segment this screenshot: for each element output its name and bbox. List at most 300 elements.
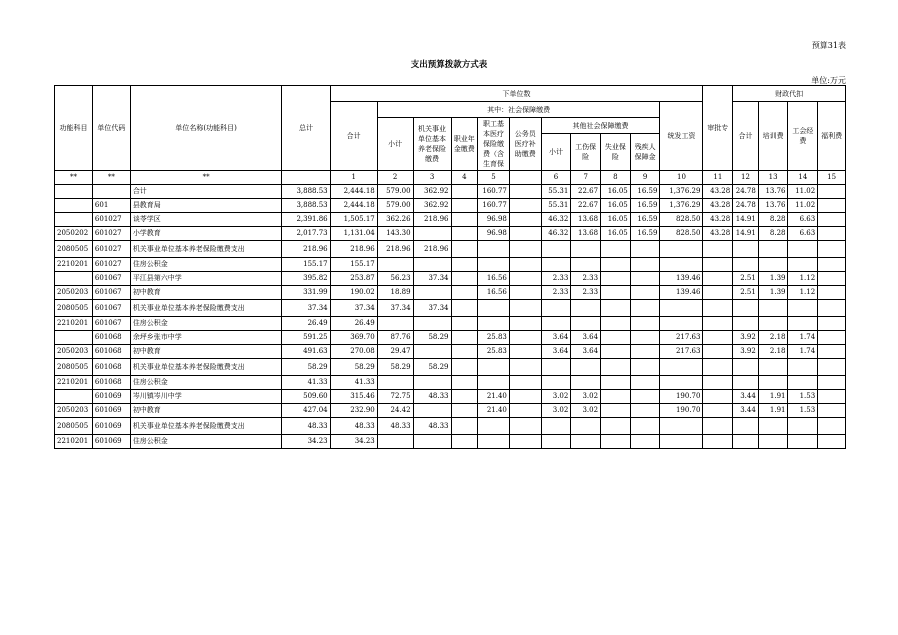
table-cell	[541, 435, 571, 449]
table-cell	[451, 185, 478, 199]
table-cell: 3.92	[733, 331, 759, 345]
table-cell	[541, 418, 571, 435]
table-cell: 58.29	[282, 359, 330, 376]
index-cell: 4	[451, 171, 478, 185]
table-cell	[703, 258, 733, 272]
table-cell: 1,505.17	[330, 213, 377, 227]
table-cell: 16.05	[601, 227, 631, 241]
table-cell	[571, 376, 601, 390]
table-cell	[377, 317, 413, 331]
index-cell: 2	[377, 171, 413, 185]
table-cell: 270.08	[330, 345, 377, 359]
table-cell	[509, 258, 541, 272]
table-cell	[601, 359, 631, 376]
table-cell	[478, 435, 510, 449]
table-cell: 1.53	[788, 390, 818, 404]
table-cell	[630, 404, 660, 418]
table-cell: 21.40	[478, 404, 510, 418]
table-cell	[509, 435, 541, 449]
header-subtotal: 合计	[330, 102, 377, 171]
table-cell	[818, 317, 846, 331]
table-cell	[451, 272, 478, 286]
table-cell	[818, 286, 846, 300]
header-union: 工会经费	[788, 102, 818, 171]
table-cell: 362.26	[377, 213, 413, 227]
index-cell: 14	[788, 171, 818, 185]
table-cell	[733, 241, 759, 258]
table-cell: 2,391.86	[282, 213, 330, 227]
table-cell: 2,444.18	[330, 199, 377, 213]
table-cell: 217.63	[660, 345, 703, 359]
table-cell: 41.33	[330, 376, 377, 390]
table-cell	[758, 241, 788, 258]
table-cell: 601067	[92, 317, 130, 331]
table-cell	[509, 376, 541, 390]
table-cell	[509, 404, 541, 418]
table-cell	[758, 317, 788, 331]
table-cell	[818, 227, 846, 241]
table-cell: 828.50	[660, 213, 703, 227]
table-row	[55, 390, 846, 404]
table-cell	[660, 359, 703, 376]
table-body	[55, 185, 846, 449]
table-cell	[478, 359, 510, 376]
table-cell	[660, 241, 703, 258]
table-cell: 2080505	[55, 300, 93, 317]
table-cell	[818, 390, 846, 404]
table-cell: 住房公积金	[130, 258, 282, 272]
table-cell	[703, 272, 733, 286]
table-cell: 13.76	[758, 185, 788, 199]
table-cell: 29.47	[377, 345, 413, 359]
table-cell	[788, 241, 818, 258]
index-cell: 12	[733, 171, 759, 185]
table-cell	[703, 345, 733, 359]
table-cell	[630, 331, 660, 345]
header-unit-code: 单位代码	[92, 86, 130, 171]
table-cell: 16.59	[630, 199, 660, 213]
table-cell	[703, 286, 733, 300]
table-cell	[788, 317, 818, 331]
header-lower-units: 下单位数	[330, 86, 703, 102]
table-cell	[601, 418, 631, 435]
table-cell: 18.89	[377, 286, 413, 300]
table-cell	[451, 258, 478, 272]
table-cell	[818, 241, 846, 258]
table-row	[55, 317, 846, 331]
table-cell	[818, 185, 846, 199]
table-cell	[377, 376, 413, 390]
table-cell	[451, 286, 478, 300]
table-cell	[818, 331, 846, 345]
header-unemployment: 失业保险	[601, 134, 631, 171]
table-cell	[55, 185, 93, 199]
table-cell	[758, 300, 788, 317]
table-cell	[733, 376, 759, 390]
table-cell: 16.05	[601, 199, 631, 213]
table-cell: 601	[92, 199, 130, 213]
table-cell	[758, 435, 788, 449]
table-cell: 25.83	[478, 331, 510, 345]
table-cell: 48.33	[330, 418, 377, 435]
header-ss-subtotal: 小计	[377, 118, 413, 171]
table-row	[55, 286, 846, 300]
table-cell: 48.33	[377, 418, 413, 435]
table-cell	[758, 376, 788, 390]
table-cell	[571, 435, 601, 449]
table-cell	[660, 300, 703, 317]
index-cell	[282, 171, 330, 185]
table-cell: 2210201	[55, 435, 93, 449]
table-cell: 1.74	[788, 331, 818, 345]
table-cell: 155.17	[330, 258, 377, 272]
table-cell	[509, 390, 541, 404]
index-cell: 3	[413, 171, 451, 185]
table-cell: 1.91	[758, 390, 788, 404]
table-cell: 37.34	[282, 300, 330, 317]
table-header	[55, 86, 846, 171]
table-cell: 427.04	[282, 404, 330, 418]
table-cell: 601068	[92, 359, 130, 376]
table-cell: 601069	[92, 390, 130, 404]
table-cell: 谈苓学区	[130, 213, 282, 227]
header-func-code: 功能科目	[55, 86, 93, 171]
table-cell: 3.64	[541, 345, 571, 359]
table-cell: 机关事业单位基本养老保险缴费支出	[130, 300, 282, 317]
table-cell: 37.34	[330, 300, 377, 317]
table-row	[55, 199, 846, 213]
table-cell	[509, 213, 541, 227]
table-cell: 2,017.73	[282, 227, 330, 241]
table-cell: 601068	[92, 345, 130, 359]
table-cell	[630, 272, 660, 286]
table-cell	[630, 258, 660, 272]
table-cell	[703, 241, 733, 258]
table-cell	[451, 300, 478, 317]
table-cell	[413, 258, 451, 272]
table-cell: 218.96	[377, 241, 413, 258]
table-cell: 2080505	[55, 418, 93, 435]
table-cell	[818, 300, 846, 317]
table-cell	[788, 258, 818, 272]
table-cell: 37.34	[377, 300, 413, 317]
table-cell: 合计	[130, 185, 282, 199]
table-cell: 2.33	[571, 286, 601, 300]
table-cell	[630, 317, 660, 331]
table-cell: 491.63	[282, 345, 330, 359]
table-cell: 3.44	[733, 404, 759, 418]
table-cell: 160.77	[478, 185, 510, 199]
table-cell	[733, 435, 759, 449]
table-cell: 828.50	[660, 227, 703, 241]
table-cell: 3.02	[571, 390, 601, 404]
table-cell: 6.63	[788, 213, 818, 227]
table-cell: 34.23	[330, 435, 377, 449]
table-cell: 3.64	[541, 331, 571, 345]
table-cell	[788, 435, 818, 449]
table-cell	[451, 331, 478, 345]
table-cell: 初中教育	[130, 345, 282, 359]
column-index-row	[55, 171, 846, 185]
table-cell	[703, 404, 733, 418]
table-cell: 43.28	[703, 213, 733, 227]
table-cell	[478, 258, 510, 272]
table-cell	[818, 376, 846, 390]
table-cell: 21.40	[478, 390, 510, 404]
table-cell: 16.56	[478, 286, 510, 300]
table-row	[55, 185, 846, 199]
table-cell: 218.96	[413, 241, 451, 258]
table-cell	[509, 227, 541, 241]
table-cell	[413, 317, 451, 331]
table-cell: 2.33	[541, 286, 571, 300]
table-row	[55, 404, 846, 418]
table-cell: 11.02	[788, 185, 818, 199]
header-salary: 统发工资	[660, 102, 703, 171]
table-cell	[541, 317, 571, 331]
table-cell	[703, 390, 733, 404]
table-cell	[818, 199, 846, 213]
table-cell: 601027	[92, 258, 130, 272]
table-cell	[541, 258, 571, 272]
table-cell: 395.82	[282, 272, 330, 286]
index-cell: 15	[818, 171, 846, 185]
table-cell: 1.12	[788, 286, 818, 300]
table-cell: 6.63	[788, 227, 818, 241]
table-cell: 58.29	[413, 359, 451, 376]
table-cell: 253.87	[330, 272, 377, 286]
table-cell: 362.92	[413, 199, 451, 213]
table-cell	[630, 376, 660, 390]
table-cell	[601, 435, 631, 449]
table-cell	[601, 345, 631, 359]
table-cell	[413, 227, 451, 241]
table-cell	[630, 418, 660, 435]
table-cell	[509, 199, 541, 213]
table-cell	[660, 435, 703, 449]
table-cell	[571, 317, 601, 331]
table-row	[55, 435, 846, 449]
table-cell	[758, 258, 788, 272]
budget-table	[54, 85, 846, 449]
table-cell: 2050202	[55, 227, 93, 241]
table-cell	[660, 258, 703, 272]
table-cell	[758, 418, 788, 435]
table-cell: 217.63	[660, 331, 703, 345]
table-cell	[478, 418, 510, 435]
table-cell	[733, 300, 759, 317]
table-cell: 2050203	[55, 404, 93, 418]
table-cell: 3,888.53	[282, 199, 330, 213]
index-cell: 7	[571, 171, 601, 185]
table-cell	[733, 359, 759, 376]
table-cell: 601067	[92, 286, 130, 300]
table-cell	[413, 435, 451, 449]
table-cell	[451, 435, 478, 449]
table-row	[55, 258, 846, 272]
table-cell	[55, 199, 93, 213]
table-cell: 601067	[92, 272, 130, 286]
unit-label: 单位:万元	[811, 76, 846, 85]
table-cell	[413, 404, 451, 418]
table-cell: 160.77	[478, 199, 510, 213]
table-cell: 14.91	[733, 213, 759, 227]
table-cell: 37.34	[413, 272, 451, 286]
table-cell: 22.67	[571, 199, 601, 213]
header-disabled: 残疾人保障金	[630, 134, 660, 171]
table-cell: 26.49	[330, 317, 377, 331]
index-cell: 6	[541, 171, 571, 185]
table-cell	[571, 300, 601, 317]
table-cell	[818, 359, 846, 376]
table-cell: 机关事业单位基本养老保险缴费支出	[130, 241, 282, 258]
table-cell: 139.46	[660, 272, 703, 286]
table-cell: 43.28	[703, 185, 733, 199]
table-cell: 1.74	[788, 345, 818, 359]
header-pension: 机关事业单位基本养老保险缴费	[413, 118, 451, 171]
table-cell: 601069	[92, 418, 130, 435]
table-cell: 1.91	[758, 404, 788, 418]
table-cell: 2050203	[55, 345, 93, 359]
table-cell	[541, 241, 571, 258]
table-cell: 16.59	[630, 185, 660, 199]
table-cell: 58.29	[330, 359, 377, 376]
table-cell: 190.70	[660, 390, 703, 404]
table-cell	[571, 258, 601, 272]
table-cell	[601, 390, 631, 404]
table-cell	[413, 286, 451, 300]
table-cell	[541, 300, 571, 317]
table-cell	[630, 345, 660, 359]
table-row	[55, 345, 846, 359]
table-row	[55, 300, 846, 317]
table-cell: 96.98	[478, 213, 510, 227]
table-cell: 2210201	[55, 376, 93, 390]
table-cell: 8.28	[758, 213, 788, 227]
header-fiscal-total: 合计	[733, 102, 759, 171]
table-cell: 平江县第六中学	[130, 272, 282, 286]
table-cell: 3.44	[733, 390, 759, 404]
table-row	[55, 213, 846, 227]
table-cell: 小学教育	[130, 227, 282, 241]
table-cell: 58.29	[377, 359, 413, 376]
table-cell	[601, 300, 631, 317]
table-cell: 3.02	[541, 390, 571, 404]
table-cell: 2210201	[55, 317, 93, 331]
table-cell: 218.96	[330, 241, 377, 258]
table-cell: 46.32	[541, 213, 571, 227]
table-cell: 579.00	[377, 185, 413, 199]
table-cell	[478, 300, 510, 317]
table-cell: 3.02	[541, 404, 571, 418]
index-cell	[509, 171, 541, 185]
table-cell: 601068	[92, 376, 130, 390]
table-cell	[601, 241, 631, 258]
table-cell: 315.46	[330, 390, 377, 404]
table-cell	[451, 404, 478, 418]
table-cell: 331.99	[282, 286, 330, 300]
table-cell: 190.02	[330, 286, 377, 300]
table-cell	[451, 227, 478, 241]
table-cell	[377, 435, 413, 449]
table-cell	[601, 317, 631, 331]
table-cell	[788, 418, 818, 435]
table-cell: 8.28	[758, 227, 788, 241]
header-medical: 职工基本医疗保险缴费（含生育保	[478, 118, 510, 171]
table-cell	[788, 376, 818, 390]
table-cell: 11.02	[788, 199, 818, 213]
table-cell	[451, 390, 478, 404]
header-other-ss: 其他社会保障缴费	[541, 118, 660, 134]
table-cell	[703, 376, 733, 390]
table-cell	[630, 241, 660, 258]
table-cell: 2.33	[541, 272, 571, 286]
table-cell: 58.29	[413, 331, 451, 345]
table-cell: 1,131.04	[330, 227, 377, 241]
table-cell: 2.51	[733, 272, 759, 286]
table-cell	[601, 376, 631, 390]
table-cell	[451, 241, 478, 258]
table-cell	[509, 300, 541, 317]
table-cell: 16.05	[601, 185, 631, 199]
table-cell: 41.33	[282, 376, 330, 390]
table-cell: 机关事业单位基本养老保险缴费支出	[130, 418, 282, 435]
table-cell	[451, 199, 478, 213]
table-cell: 601027	[92, 241, 130, 258]
table-cell	[660, 317, 703, 331]
table-cell	[818, 345, 846, 359]
table-cell: 25.83	[478, 345, 510, 359]
table-row	[55, 376, 846, 390]
table-cell	[601, 331, 631, 345]
table-cell	[630, 390, 660, 404]
table-cell: 232.90	[330, 404, 377, 418]
table-cell	[788, 359, 818, 376]
table-cell	[478, 317, 510, 331]
header-occupational: 职业年金缴费	[451, 118, 478, 171]
table-cell: 601069	[92, 435, 130, 449]
table-cell	[377, 258, 413, 272]
header-fiscal: 财政代扣	[733, 86, 846, 102]
table-cell: 14.91	[733, 227, 759, 241]
index-cell: 5	[478, 171, 510, 185]
table-cell: 余坪乡张市中学	[130, 331, 282, 345]
table-cell	[630, 286, 660, 300]
table-cell	[451, 345, 478, 359]
table-cell: 2210201	[55, 258, 93, 272]
table-cell	[601, 286, 631, 300]
table-cell: 3,888.53	[282, 185, 330, 199]
table-cell	[55, 272, 93, 286]
table-cell	[818, 213, 846, 227]
table-cell: 22.67	[571, 185, 601, 199]
index-row	[55, 171, 846, 185]
table-cell: 24.42	[377, 404, 413, 418]
table-cell	[630, 435, 660, 449]
table-cell: 岑川镇岑川中学	[130, 390, 282, 404]
table-row	[55, 359, 846, 376]
table-cell: 24.78	[733, 185, 759, 199]
header-injury: 工伤保险	[571, 134, 601, 171]
header-social-security: 其中：社会保障缴费	[377, 102, 660, 118]
table-cell	[55, 331, 93, 345]
index-cell: **	[55, 171, 93, 185]
table-cell: 579.00	[377, 199, 413, 213]
table-cell: 初中教育	[130, 404, 282, 418]
table-cell: 3.02	[571, 404, 601, 418]
table-number: 预算31表	[811, 41, 846, 50]
page-title: 支出预算拨款方式表	[410, 60, 488, 70]
